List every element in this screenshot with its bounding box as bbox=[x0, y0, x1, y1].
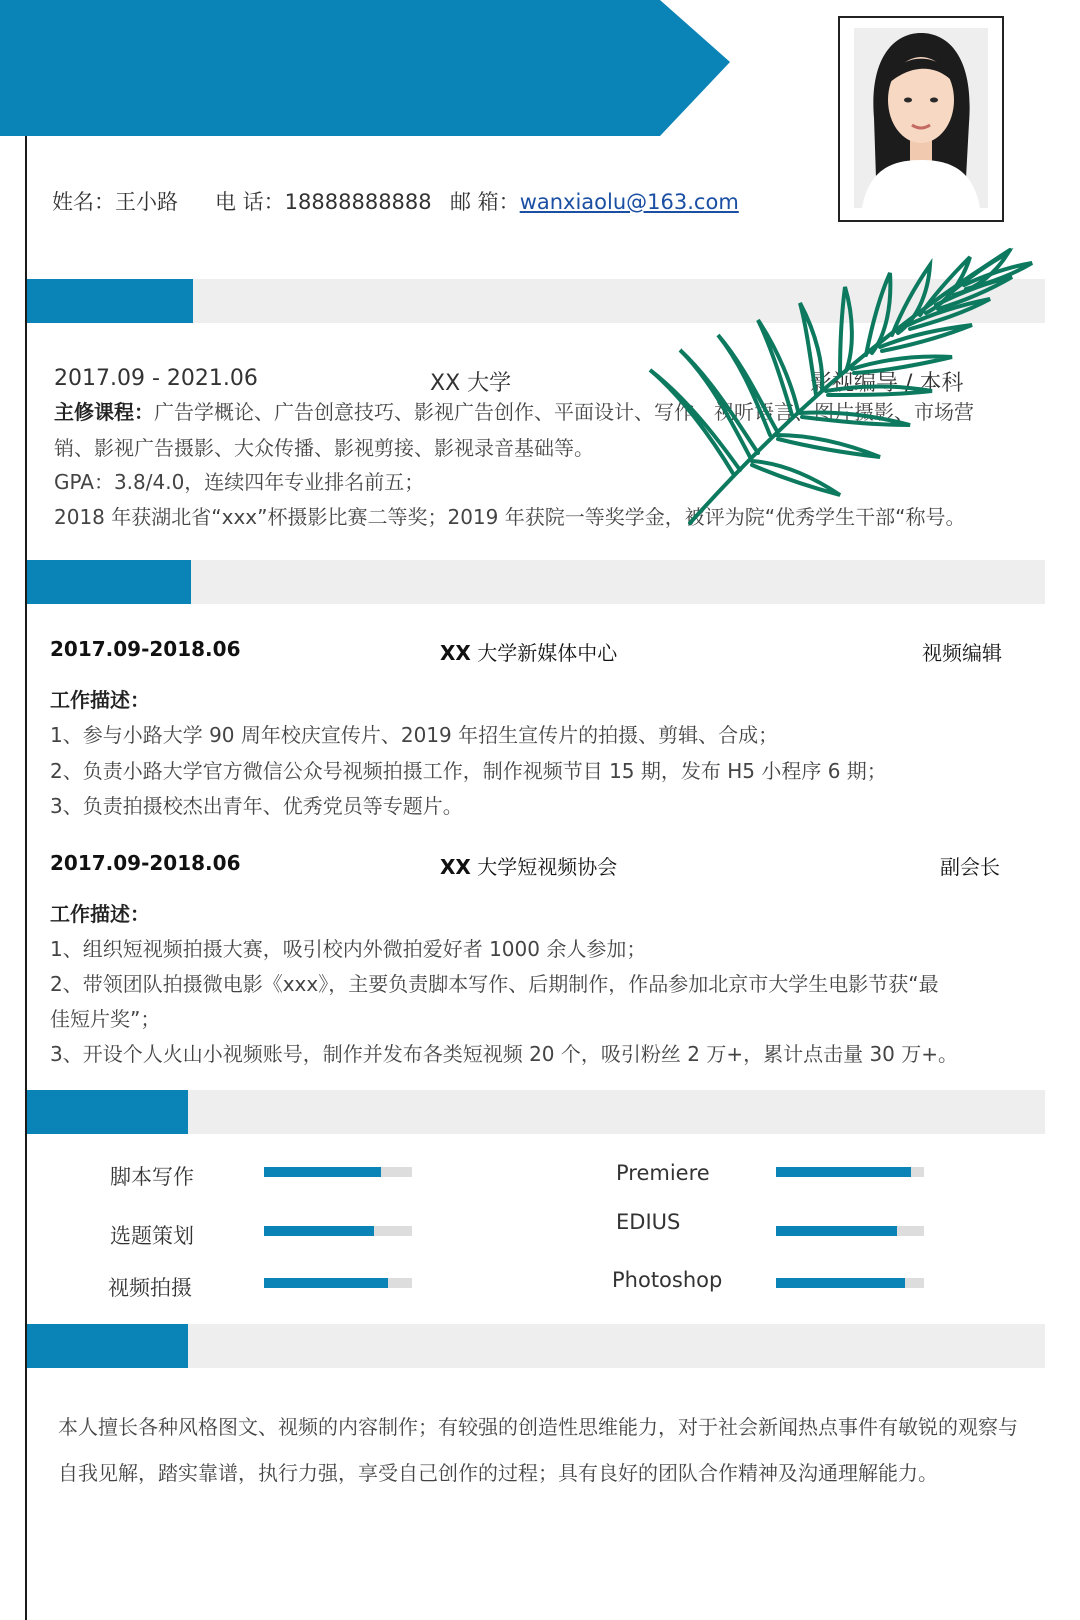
edu-courses-line1 bbox=[54, 396, 974, 425]
edu-school: XX 大学 bbox=[430, 371, 512, 396]
skill-label-6: Photoshop bbox=[612, 1268, 723, 1292]
exp2-org-name: 大学短视频协会 bbox=[470, 855, 618, 879]
avatar bbox=[854, 28, 988, 208]
skill-bar-3 bbox=[264, 1278, 412, 1288]
section-tab-education bbox=[27, 279, 193, 323]
exp2-item-4: 3、开设个人火山小视频账号，制作并发布各类短视频 20 个，吸引粉丝 2 万+，累计点击量 30 万+。 bbox=[50, 1042, 959, 1066]
section-tab-summary bbox=[27, 1324, 188, 1368]
exp1-item-1: 1、参与小路大学 90 周年校庆宣传片、2019 年招生宣传片的拍摄、剪辑、合成； bbox=[50, 723, 779, 747]
profile-photo bbox=[854, 28, 988, 208]
skill-bar-1 bbox=[264, 1167, 412, 1177]
exp2-org-prefix: XX bbox=[440, 855, 471, 879]
skill-label-4: Premiere bbox=[616, 1161, 710, 1185]
skill-label-3: 视频拍摄 bbox=[108, 1276, 192, 1300]
exp2-role: 副会长 bbox=[940, 855, 1000, 879]
section-tab-experience bbox=[27, 560, 191, 604]
edu-period: 2017.09 - 2021.06 bbox=[54, 366, 258, 391]
edu-courses-label: 主修课程： bbox=[54, 400, 154, 424]
name-field: 姓名：王小路 bbox=[52, 190, 178, 214]
exp2-item-1: 1、组织短视频拍摄大赛，吸引校内外微拍爱好者 1000 余人参加； bbox=[50, 937, 647, 961]
left-rule bbox=[25, 120, 27, 1620]
exp2-desc-label: 工作描述： bbox=[50, 902, 150, 926]
skill-bar-2 bbox=[264, 1226, 412, 1236]
profile-photo-frame bbox=[838, 16, 1004, 222]
email-field bbox=[450, 186, 739, 216]
exp1-org-prefix: XX bbox=[440, 641, 471, 665]
exp1-org-name: 大学新媒体中心 bbox=[470, 641, 618, 665]
skill-fill-6 bbox=[776, 1278, 905, 1288]
edu-major: 影视编导 / 本科 bbox=[810, 371, 964, 396]
skill-fill-5 bbox=[776, 1226, 897, 1236]
exp2-item-2: 2、带领团队拍摄微电影《xxx》，主要负责脚本写作、后期制作，作品参加北京市大学生电影节获“最 bbox=[50, 972, 939, 996]
skill-fill-1 bbox=[264, 1167, 381, 1177]
section-bar-skills bbox=[27, 1090, 1045, 1134]
exp1-period: 2017.09-2018.06 bbox=[50, 637, 241, 661]
skill-bar-4 bbox=[776, 1167, 924, 1177]
exp1-desc-label: 工作描述： bbox=[50, 688, 150, 712]
skill-bar-6 bbox=[776, 1278, 924, 1288]
header-banner bbox=[0, 0, 730, 136]
email-label: 邮 箱： bbox=[450, 190, 520, 214]
skill-fill-2 bbox=[264, 1226, 374, 1236]
skill-fill-3 bbox=[264, 1278, 388, 1288]
section-bar-education bbox=[27, 279, 1045, 323]
self-summary: 本人擅长各种风格图文、视频的内容制作；有较强的创造性思维能力，对于社会新闻热点事件有敏锐的观察与自我见解，踏实靠谱，执行力强，享受自己创作的过程；具有良好的团队合作精神及沟通理解能力。 bbox=[58, 1415, 1018, 1485]
email-link[interactable]: wanxiaolu@163.com bbox=[519, 190, 739, 214]
exp1-org bbox=[440, 637, 617, 666]
exp1-item-3: 3、负责拍摄校杰出青年、优秀党员等专题片。 bbox=[50, 794, 463, 818]
section-tab-skills bbox=[27, 1090, 188, 1134]
section-bar-summary bbox=[27, 1324, 1045, 1368]
section-bar-experience bbox=[27, 560, 1045, 604]
exp2-org bbox=[440, 851, 617, 880]
skill-label-5: EDIUS bbox=[616, 1210, 681, 1234]
skill-fill-4 bbox=[776, 1167, 911, 1177]
skill-label-1: 脚本写作 bbox=[110, 1165, 194, 1189]
exp1-role: 视频编辑 bbox=[922, 641, 1002, 665]
phone-field: 电 话：18888888888 bbox=[215, 190, 432, 214]
edu-courses-text: 广告学概论、广告创意技巧、影视广告创作、平面设计、写作、视听语言、图片摄影、市场营 bbox=[154, 400, 974, 424]
edu-courses-line2: 销、影视广告摄影、大众传播、影视剪接、影视录音基础等。 bbox=[54, 436, 594, 460]
exp2-period: 2017.09-2018.06 bbox=[50, 851, 241, 875]
edu-gpa: GPA：3.8/4.0，连续四年专业排名前五； bbox=[54, 470, 425, 494]
exp1-item-2: 2、负责小路大学官方微信公众号视频拍摄工作，制作视频节目 15 期，发布 H5 小程序 6 期； bbox=[50, 759, 887, 783]
edu-awards: 2018 年获湖北省“xxx”杯摄影比赛二等奖；2019 年获院一等奖学金，被评为院“优秀学生干部“称号。 bbox=[54, 505, 966, 529]
skill-bar-5 bbox=[776, 1226, 924, 1236]
exp2-item-3: 佳短片奖”； bbox=[50, 1007, 161, 1031]
skill-label-2: 选题策划 bbox=[110, 1224, 194, 1248]
